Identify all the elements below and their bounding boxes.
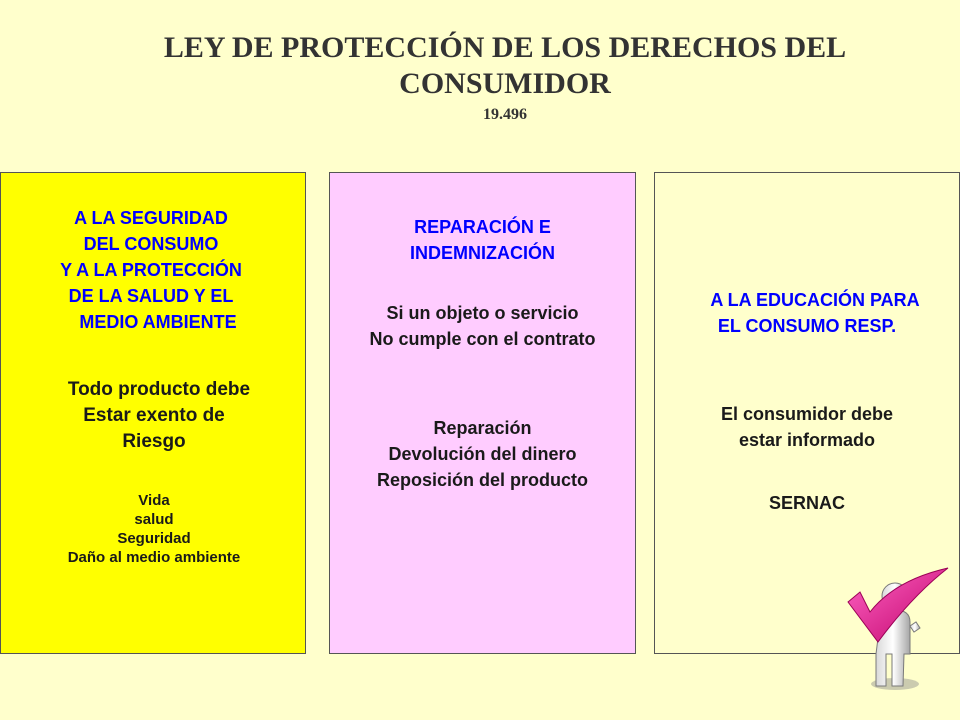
heading-line: A LA EDUCACIÓN PARA (710, 290, 920, 310)
heading-line: INDEMNIZACIÓN (410, 243, 555, 263)
list-item: Devolución del dinero (388, 444, 577, 464)
heading-line: A LA SEGURIDAD (74, 208, 228, 228)
page-title (140, 30, 870, 102)
column-safety-list (1, 491, 307, 567)
list-item: Reposición del producto (376, 470, 588, 490)
title-line-1: LEY DE PROTECCIÓN DE LOS DERECHOS DEL (163, 31, 847, 64)
column-education-heading (655, 287, 959, 339)
column-safety-body (1, 377, 307, 455)
heading-line: DEL CONSUMO (83, 234, 219, 254)
body-line: Todo producto debe (67, 379, 251, 400)
list-item: Reparación (433, 418, 532, 438)
heading-line: Y A LA PROTECCIÓN (60, 260, 242, 280)
list-item: Seguridad (117, 530, 191, 547)
column-repair-list (330, 415, 635, 493)
body-line: Estar exento de (83, 405, 225, 426)
column-repair-body (330, 300, 635, 352)
column-education-body (655, 401, 959, 453)
body-line: estar informado (738, 430, 876, 450)
column-repair-heading (330, 214, 635, 266)
heading-line: MEDIO AMBIENTE (79, 312, 237, 332)
column-education-list (655, 490, 959, 516)
body-line: No cumple con el contrato (369, 329, 596, 349)
column-repair (329, 172, 636, 654)
title-line-2: CONSUMIDOR (399, 67, 611, 100)
list-item: salud (134, 511, 174, 528)
law-number: 19.496 (483, 106, 527, 123)
body-line: Riesgo (122, 431, 186, 452)
list-item: Daño al medio ambiente (67, 549, 241, 566)
body-line: Si un objeto o servicio (386, 303, 579, 323)
column-safety (0, 172, 306, 654)
list-item: SERNAC (768, 493, 845, 513)
heading-line: EL CONSUMO RESP. (717, 316, 897, 336)
person-with-checkmark-icon (840, 562, 960, 692)
heading-line: DE LA SALUD Y EL (68, 286, 234, 306)
body-line: El consumidor debe (720, 404, 894, 424)
heading-line: REPARACIÓN E (414, 217, 551, 237)
list-item: Vida (138, 492, 170, 509)
column-safety-heading (1, 205, 301, 335)
